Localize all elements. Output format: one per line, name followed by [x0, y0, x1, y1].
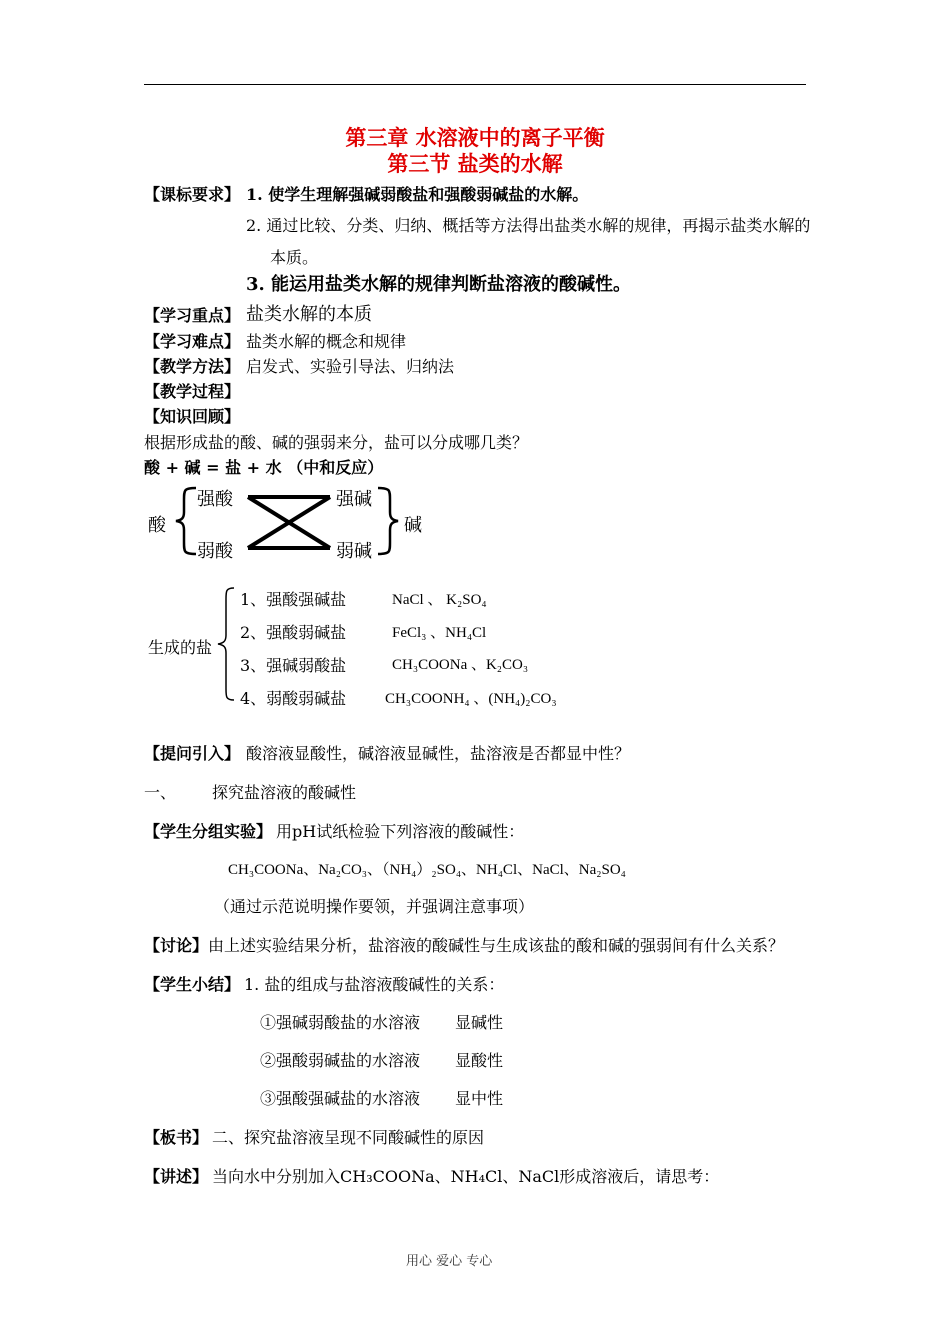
section-1-title: 探究盐溶液的酸碱性 [212, 783, 357, 802]
salt-type-4: 4、弱酸弱碱盐 [240, 689, 347, 708]
section-title: 第三节 盐类的水解 [387, 151, 563, 176]
salt-example-1: NaCl 、 K₂SO₄ [392, 592, 487, 608]
summary: 1. 盐的组成与盐溶液酸碱性的关系： [244, 975, 505, 994]
section-1-number: 一、 [144, 783, 177, 802]
discussion: 由上述实验结果分析，盐溶液的酸碱性与生成该盐的酸和碱的强弱间有什么关系？ [208, 936, 785, 955]
salt-brace [214, 585, 238, 703]
review-tag: 【知识回顾】 [144, 407, 241, 426]
question-intro: 酸溶液显酸性，碱溶液显碱性，盐溶液是否都显中性？ [246, 744, 631, 763]
page-footer: 用心 爱心 专心 [406, 1254, 493, 1269]
weak-base-label: 弱碱 [336, 541, 372, 562]
review-question: 根据形成盐的酸、碱的强弱来分，盐可以分成哪几类？ [144, 433, 529, 452]
strong-base-label: 强碱 [336, 489, 372, 510]
header-rule [144, 84, 806, 85]
base-label: 碱 [404, 515, 422, 536]
requirement-2a: 2. 通过比较、分类、归纳、概括等方法得出盐类水解的规律，再揭示盐类水解的 [246, 216, 811, 235]
salt-example-4: CH₃COONH₄ 、(NH₄)₂CO₃ [385, 691, 557, 707]
summary-tag: 【学生小结】 [144, 975, 241, 994]
relation-1-result: 显碱性 [455, 1013, 504, 1032]
strong-acid-label: 强酸 [197, 489, 233, 510]
method-tag: 【教学方法】 [144, 357, 241, 376]
key-point-tag: 【学习重点】 [144, 306, 241, 325]
relation-1: ①强碱弱酸盐的水溶液 [260, 1013, 421, 1032]
experiment: 用pH试纸检验下列溶液的酸碱性： [276, 822, 525, 841]
method: 启发式、实验引导法、归纳法 [246, 357, 455, 376]
process-tag: 【教学过程】 [144, 382, 241, 401]
neutralization-equation: 酸 + 碱 = 盐 + 水 （中和反应） [144, 458, 384, 477]
solution-list: CH₃COONa、Na₂CO₃、（NH₄）₂SO₄、NH₄Cl、NaCl、Na₂SO₄ [228, 862, 626, 878]
board-tag: 【板书】 [144, 1128, 209, 1147]
right-brace [378, 488, 398, 554]
requirement-3: 3. 能运用盐类水解的规律判断盐溶液的酸碱性。 [246, 274, 632, 295]
chapter-title: 第三章 水溶液中的离子平衡 [345, 125, 605, 150]
lecture-tag: 【讲述】 [144, 1167, 209, 1186]
question-intro-tag: 【提问引入】 [144, 744, 241, 763]
salt-type-2: 2、强酸弱碱盐 [240, 623, 347, 642]
experiment-tag: 【学生分组实验】 [144, 822, 273, 841]
salt-type-3: 3、强碱弱酸盐 [240, 656, 347, 675]
salt-label: 生成的盐 [148, 638, 213, 657]
demo-note: （通过示范说明操作要领，并强调注意事项） [214, 897, 535, 916]
weak-acid-label: 弱酸 [197, 541, 233, 562]
difficulty-tag: 【学习难点】 [144, 332, 241, 351]
salt-example-2: FeCl₃ 、NH₄Cl [392, 625, 487, 641]
relation-3-result: 显中性 [455, 1089, 504, 1108]
acid-label: 酸 [148, 515, 166, 536]
acid-base-diagram [144, 480, 444, 565]
salt-brace-path [218, 588, 234, 700]
difficulty: 盐类水解的概念和规律 [246, 332, 407, 351]
salt-type-1: 1、强酸强碱盐 [240, 590, 347, 609]
discussion-tag: 【讨论】 [144, 936, 209, 955]
relation-3: ③强酸强碱盐的水溶液 [260, 1089, 421, 1108]
key-point: 盐类水解的本质 [246, 304, 372, 325]
requirement-1: 1. 使学生理解强碱弱酸盐和强酸弱碱盐的水解。 [246, 185, 589, 204]
relation-2: ②强酸弱碱盐的水溶液 [260, 1051, 421, 1070]
requirements-tag: 【课标要求】 [144, 185, 241, 204]
board: 二、探究盐溶液呈现不同酸碱性的原因 [212, 1128, 485, 1147]
salt-example-3: CH₃COONa 、K₂CO₃ [392, 657, 529, 673]
lecture: 当向水中分别加入CH₃COONa、NH₄Cl、NaCl形成溶液后，请思考： [212, 1167, 720, 1186]
requirement-2b: 本质。 [270, 248, 319, 267]
left-brace [176, 488, 196, 554]
relation-2-result: 显酸性 [455, 1051, 504, 1070]
